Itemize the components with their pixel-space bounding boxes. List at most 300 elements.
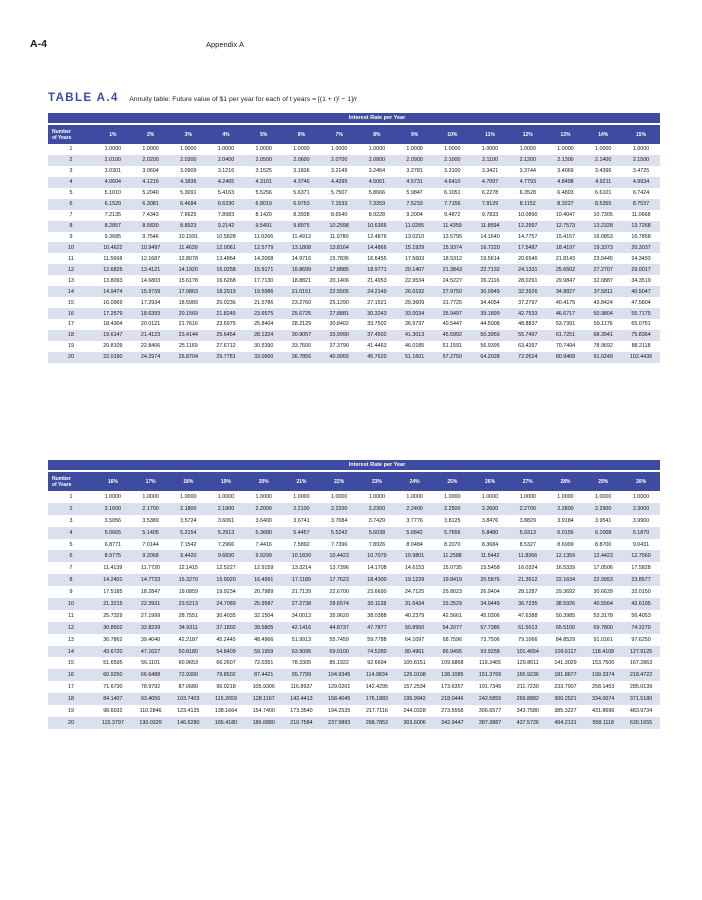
value-cell: 19.5614 xyxy=(471,253,509,264)
value-cell: 2.3000 xyxy=(622,503,660,515)
table-title xyxy=(48,88,357,106)
value-cell: 63.9095 xyxy=(283,646,321,658)
value-cell: 14.1708 xyxy=(358,562,396,574)
value-cell: 23.6575 xyxy=(245,308,283,319)
value-cell: 72.0524 xyxy=(509,352,547,363)
value-cell: 12.1415 xyxy=(169,562,207,574)
annuity-table-2 xyxy=(48,460,660,729)
value-cell: 218.4722 xyxy=(622,669,660,681)
value-cell: 371.5180 xyxy=(622,693,660,705)
value-cell: 3.1525 xyxy=(245,166,283,177)
value-cell: 13.8093 xyxy=(94,275,132,286)
value-cell: 3.5389 xyxy=(132,515,170,527)
table-row xyxy=(48,210,660,221)
table-row xyxy=(48,166,660,177)
column-header-rate: 23% xyxy=(358,472,396,491)
value-cell: 25.6502 xyxy=(547,264,585,275)
value-cell: 92.6694 xyxy=(358,657,396,669)
header-spacer xyxy=(48,460,94,470)
column-header-rate: 10% xyxy=(433,125,471,144)
table-row xyxy=(48,352,660,363)
value-cell: 34.4054 xyxy=(471,297,509,308)
value-cell: 13.2328 xyxy=(584,221,622,232)
value-cell: 28.1287 xyxy=(509,586,547,598)
value-cell: 11.9780 xyxy=(320,232,358,243)
value-cell: 11.0668 xyxy=(622,210,660,221)
value-cell: 3.9900 xyxy=(622,515,660,527)
value-cell: 191.7345 xyxy=(471,681,509,693)
year-cell: 14 xyxy=(48,286,94,297)
value-cell: 3.6061 xyxy=(207,515,245,527)
year-cell: 5 xyxy=(48,539,94,551)
value-cell: 39.4040 xyxy=(132,634,170,646)
value-cell: 14.2068 xyxy=(245,253,283,264)
value-cell: 15.3270 xyxy=(169,574,207,586)
value-cell: 105.9306 xyxy=(245,681,283,693)
year-cell: 20 xyxy=(48,352,94,363)
value-cell: 26.2116 xyxy=(471,275,509,286)
value-cell: 104.9345 xyxy=(320,669,358,681)
value-cell: 23.4144 xyxy=(169,330,207,341)
value-cell: 116.8937 xyxy=(283,681,321,693)
value-cell: 2.2600 xyxy=(471,503,509,515)
value-cell: 18.6393 xyxy=(132,308,170,319)
value-cell: 6.3528 xyxy=(509,188,547,199)
value-cell: 2.1900 xyxy=(207,503,245,515)
value-cell: 181.8677 xyxy=(547,669,585,681)
value-cell: 4.6410 xyxy=(433,177,471,188)
table-row xyxy=(48,199,660,210)
value-cell: 5.9313 xyxy=(509,527,547,539)
value-cell: 210.7584 xyxy=(283,717,321,729)
value-cell: 110.2846 xyxy=(132,705,170,717)
value-cell: 30.5390 xyxy=(245,341,283,352)
value-cell: 2.1100 xyxy=(471,155,509,166)
value-cell: 13.7268 xyxy=(622,221,660,232)
value-cell: 65.5100 xyxy=(547,622,585,634)
year-cell: 7 xyxy=(48,562,94,574)
column-header-rate: 27% xyxy=(509,472,547,491)
value-cell: 23.2760 xyxy=(283,297,321,308)
value-cell: 9.2004 xyxy=(396,210,434,221)
value-cell: 2.2400 xyxy=(396,503,434,515)
value-cell: 2.1700 xyxy=(132,503,170,515)
value-cell: 1.0000 xyxy=(584,491,622,503)
value-cell: 28.7551 xyxy=(169,610,207,622)
value-cell: 11.8366 xyxy=(509,550,547,562)
table-row xyxy=(48,550,660,562)
value-cell: 258.1453 xyxy=(584,681,622,693)
value-cell: 16.6268 xyxy=(207,275,245,286)
value-cell: 45.2445 xyxy=(207,634,245,646)
value-cell: 31.7725 xyxy=(433,297,471,308)
value-cell: 10.6366 xyxy=(358,221,396,232)
value-cell: 1.0000 xyxy=(622,491,660,503)
value-cell: 7.8926 xyxy=(358,539,396,551)
value-cell: 24.7089 xyxy=(207,598,245,610)
value-cell: 33.7502 xyxy=(358,319,396,330)
value-cell: 43.6720 xyxy=(94,646,132,658)
value-cell: 16.0969 xyxy=(94,297,132,308)
value-cell: 47.7877 xyxy=(358,622,396,634)
header-line-2: of Years xyxy=(52,481,72,488)
value-cell: 158.4045 xyxy=(320,693,358,705)
value-cell: 3.2781 xyxy=(396,166,434,177)
value-cell: 218.0446 xyxy=(433,693,471,705)
value-cell: 109.6117 xyxy=(547,646,585,658)
value-cell: 217.7116 xyxy=(358,705,396,717)
value-cell: 3.9541 xyxy=(584,515,622,527)
column-header-years xyxy=(48,125,94,144)
year-cell: 1 xyxy=(48,491,94,503)
value-cell: 40.9955 xyxy=(320,352,358,363)
data-table xyxy=(48,113,660,363)
value-cell: 153.7500 xyxy=(584,657,622,669)
year-cell: 16 xyxy=(48,308,94,319)
value-cell: 16.6455 xyxy=(358,253,396,264)
value-cell: 3.4725 xyxy=(622,166,660,177)
year-cell: 15 xyxy=(48,297,94,308)
value-cell: 5.4457 xyxy=(283,527,321,539)
value-cell: 19.5986 xyxy=(245,286,283,297)
value-cell: 16.4991 xyxy=(245,574,283,586)
value-cell: 63.4397 xyxy=(509,341,547,352)
value-cell: 19.1229 xyxy=(396,574,434,586)
value-cell: 11.4639 xyxy=(169,242,207,253)
value-cell: 103.7403 xyxy=(169,693,207,705)
value-cell: 1.0000 xyxy=(471,491,509,503)
value-cell: 7.1533 xyxy=(320,199,358,210)
value-cell: 12.5779 xyxy=(245,242,283,253)
value-cell: 2.2300 xyxy=(358,503,396,515)
value-cell: 10.0890 xyxy=(509,210,547,221)
table-label: TABLE A.4 xyxy=(48,92,119,104)
column-header-rate: 28% xyxy=(547,472,585,491)
value-cell: 151.3766 xyxy=(471,669,509,681)
value-cell: 29.9847 xyxy=(547,275,585,286)
value-cell: 2.1300 xyxy=(547,155,585,166)
value-cell: 45.0306 xyxy=(471,610,509,622)
value-cell: 22.7132 xyxy=(471,264,509,275)
value-cell: 142.4413 xyxy=(283,693,321,705)
value-cell: 8.6999 xyxy=(547,539,585,551)
value-cell: 47.1027 xyxy=(132,646,170,658)
value-cell: 55.7459 xyxy=(320,634,358,646)
value-cell: 119.3465 xyxy=(471,657,509,669)
value-cell: 15.6178 xyxy=(169,275,207,286)
year-cell: 8 xyxy=(48,574,94,586)
table-row xyxy=(48,341,660,352)
value-cell: 12.4876 xyxy=(358,232,396,243)
column-header-rate: 19% xyxy=(207,472,245,491)
value-cell: 9.2142 xyxy=(207,221,245,232)
value-cell: 12.7573 xyxy=(547,221,585,232)
value-cell: 17.2579 xyxy=(94,308,132,319)
value-cell: 17.7130 xyxy=(245,275,283,286)
value-cell: 127.9125 xyxy=(622,646,660,658)
value-cell: 17.5487 xyxy=(509,242,547,253)
value-cell: 40.5047 xyxy=(622,286,660,297)
value-cell: 10.7079 xyxy=(358,550,396,562)
value-cell: 2.2800 xyxy=(547,503,585,515)
year-cell: 20 xyxy=(48,717,94,729)
value-cell: 12.5227 xyxy=(207,562,245,574)
value-cell: 21.3612 xyxy=(509,574,547,586)
year-cell: 5 xyxy=(48,188,94,199)
value-cell: 7.0144 xyxy=(132,539,170,551)
value-cell: 48.8837 xyxy=(509,319,547,330)
value-cell: 1.0000 xyxy=(358,491,396,503)
value-cell: 7.7396 xyxy=(320,539,358,551)
value-cell: 11.4359 xyxy=(433,221,471,232)
value-cell: 40.5447 xyxy=(433,319,471,330)
value-cell: 61.5013 xyxy=(509,622,547,634)
value-cell: 1.0000 xyxy=(94,144,132,155)
value-cell: 12.7560 xyxy=(622,550,660,562)
value-cell: 88.2118 xyxy=(622,341,660,352)
value-cell: 9.4872 xyxy=(433,210,471,221)
value-cell: 5.8480 xyxy=(471,527,509,539)
value-cell: 68.3941 xyxy=(584,330,622,341)
value-cell: 32.1504 xyxy=(245,610,283,622)
table-row xyxy=(48,539,660,551)
table-row xyxy=(48,610,660,622)
value-cell: 1.0000 xyxy=(132,144,170,155)
value-cell: 7.9129 xyxy=(471,199,509,210)
value-cell: 12.9159 xyxy=(245,562,283,574)
value-cell: 17.0506 xyxy=(584,562,622,574)
value-cell: 14.1640 xyxy=(471,232,509,243)
value-cell: 19.3373 xyxy=(584,242,622,253)
value-cell: 21.5786 xyxy=(245,297,283,308)
value-cell: 31.6434 xyxy=(396,598,434,610)
value-cell: 40.5564 xyxy=(584,598,622,610)
value-cell: 385.3227 xyxy=(547,705,585,717)
value-cell: 20.1407 xyxy=(396,264,434,275)
value-cell: 3.8125 xyxy=(433,515,471,527)
table-row xyxy=(48,491,660,503)
year-cell: 10 xyxy=(48,598,94,610)
value-cell: 3.5724 xyxy=(169,515,207,527)
value-cell: 2.1200 xyxy=(509,155,547,166)
value-cell: 15.9374 xyxy=(433,242,471,253)
value-cell: 3.5056 xyxy=(94,515,132,527)
table-row xyxy=(48,717,660,729)
value-cell: 34.0013 xyxy=(283,610,321,622)
value-cell: 23.8577 xyxy=(622,574,660,586)
value-cell: 3.3100 xyxy=(433,166,471,177)
value-cell: 36.7235 xyxy=(509,598,547,610)
value-cell: 3.4396 xyxy=(584,166,622,177)
value-cell: 72.9390 xyxy=(169,669,207,681)
value-cell: 46.6717 xyxy=(547,308,585,319)
value-cell: 26.0192 xyxy=(396,286,434,297)
value-cell: 11.8594 xyxy=(471,221,509,232)
value-cell: 10.4622 xyxy=(94,242,132,253)
value-cell: 17.1189 xyxy=(283,574,321,586)
year-cell: 1 xyxy=(48,144,94,155)
group-header: Interest Rate per Year xyxy=(94,113,660,123)
value-cell: 101.4654 xyxy=(509,646,547,658)
column-header-rate: 7% xyxy=(320,125,358,144)
year-cell: 19 xyxy=(48,341,94,352)
value-cell: 14.6803 xyxy=(132,275,170,286)
value-cell: 4.9934 xyxy=(622,177,660,188)
value-cell: 7.6625 xyxy=(169,210,207,221)
table-row xyxy=(48,319,660,330)
value-cell: 387.3887 xyxy=(471,717,509,729)
value-cell: 12.4423 xyxy=(584,550,622,562)
value-cell: 1.0000 xyxy=(169,491,207,503)
value-cell: 5.3680 xyxy=(245,527,283,539)
value-cell: 96.0218 xyxy=(207,681,245,693)
value-cell: 17.2934 xyxy=(132,297,170,308)
value-cell: 13.5795 xyxy=(433,232,471,243)
value-cell: 273.5558 xyxy=(433,705,471,717)
value-cell: 1.0000 xyxy=(509,491,547,503)
value-cell: 34.8827 xyxy=(547,286,585,297)
value-cell: 7.4343 xyxy=(132,210,170,221)
value-cell: 22.5505 xyxy=(320,286,358,297)
table-row xyxy=(48,308,660,319)
value-cell: 17.5828 xyxy=(622,562,660,574)
value-cell: 141.3029 xyxy=(547,657,585,669)
value-cell: 2.0700 xyxy=(320,155,358,166)
table-row xyxy=(48,286,660,297)
value-cell: 3.2149 xyxy=(320,166,358,177)
value-cell: 6.4684 xyxy=(169,199,207,210)
value-cell: 8.9775 xyxy=(94,550,132,562)
value-cell: 1.0000 xyxy=(283,491,321,503)
value-cell: 30.8402 xyxy=(320,319,358,330)
value-cell: 7.5892 xyxy=(283,539,321,551)
value-cell: 35.9497 xyxy=(433,308,471,319)
value-cell: 5.1405 xyxy=(132,527,170,539)
value-cell: 2.2100 xyxy=(283,503,321,515)
value-cell: 4.9211 xyxy=(584,177,622,188)
value-cell: 45.7620 xyxy=(358,352,396,363)
value-cell: 12.2997 xyxy=(509,221,547,232)
value-cell: 46.0185 xyxy=(396,341,434,352)
value-cell: 244.0328 xyxy=(396,705,434,717)
value-cell: 34.9449 xyxy=(471,598,509,610)
value-cell: 3.2464 xyxy=(358,166,396,177)
value-cell: 78.3305 xyxy=(283,657,321,669)
value-cell: 5.9847 xyxy=(396,188,434,199)
table-row xyxy=(48,574,660,586)
value-cell: 66.6488 xyxy=(132,669,170,681)
value-cell: 18.8821 xyxy=(283,275,321,286)
column-header-rate: 24% xyxy=(396,472,434,491)
table-row xyxy=(48,155,660,166)
value-cell: 48.4966 xyxy=(245,634,283,646)
value-cell: 33.9990 xyxy=(320,330,358,341)
value-cell: 1.0000 xyxy=(547,144,585,155)
value-cell: 2.1000 xyxy=(433,155,471,166)
value-cell: 3.6741 xyxy=(283,515,321,527)
value-cell: 18.4197 xyxy=(547,242,585,253)
value-cell: 2.0100 xyxy=(94,155,132,166)
value-cell: 50.8180 xyxy=(169,646,207,658)
value-cell: 211.7230 xyxy=(509,681,547,693)
value-cell: 6.9753 xyxy=(283,199,321,210)
value-cell: 14.9474 xyxy=(94,286,132,297)
value-cell: 25.6725 xyxy=(283,308,321,319)
value-cell: 24.3493 xyxy=(622,253,660,264)
value-cell: 2.2700 xyxy=(509,503,547,515)
value-cell: 17.8885 xyxy=(320,264,358,275)
value-cell: 3.3421 xyxy=(471,166,509,177)
value-cell: 17.5603 xyxy=(396,253,434,264)
value-cell: 30.4035 xyxy=(207,610,245,622)
value-cell: 8.5327 xyxy=(509,539,547,551)
value-cell: 4.5061 xyxy=(358,177,396,188)
value-cell: 2.2500 xyxy=(433,503,471,515)
value-cell: 10.1591 xyxy=(169,232,207,243)
column-header-rate: 21% xyxy=(283,472,321,491)
column-header-rate: 15% xyxy=(622,125,660,144)
year-cell: 4 xyxy=(48,527,94,539)
value-cell: 1.0000 xyxy=(433,491,471,503)
value-cell: 2.1800 xyxy=(169,503,207,515)
value-cell: 1.0000 xyxy=(433,144,471,155)
value-cell: 14.7757 xyxy=(509,232,547,243)
value-cell: 30.1128 xyxy=(358,598,396,610)
year-cell: 15 xyxy=(48,657,94,669)
column-header-rate: 9% xyxy=(396,125,434,144)
value-cell: 12.1687 xyxy=(132,253,170,264)
value-cell: 29.0017 xyxy=(622,264,660,275)
value-cell: 22.9953 xyxy=(584,574,622,586)
table-row xyxy=(48,693,660,705)
value-cell: 154.7400 xyxy=(245,705,283,717)
value-cell: 91.0249 xyxy=(584,352,622,363)
value-cell: 115.3797 xyxy=(94,717,132,729)
value-cell: 20.8109 xyxy=(94,341,132,352)
value-cell: 33.7600 xyxy=(283,341,321,352)
value-cell: 60.9653 xyxy=(169,657,207,669)
value-cell: 38.5926 xyxy=(547,598,585,610)
value-cell: 7.1542 xyxy=(169,539,207,551)
value-cell: 15.7836 xyxy=(320,253,358,264)
value-cell: 10.9801 xyxy=(396,550,434,562)
value-cell: 6.8771 xyxy=(94,539,132,551)
value-cell: 4.0604 xyxy=(94,177,132,188)
value-cell: 42.2187 xyxy=(169,634,207,646)
value-cell: 3.8476 xyxy=(471,515,509,527)
value-cell: 42.7533 xyxy=(509,308,547,319)
value-cell: 56.1101 xyxy=(132,657,170,669)
year-cell: 19 xyxy=(48,705,94,717)
table-row xyxy=(48,622,660,634)
value-cell: 15.5458 xyxy=(471,562,509,574)
table-row xyxy=(48,634,660,646)
value-cell: 19.9234 xyxy=(207,586,245,598)
header-line-1: Number xyxy=(52,475,71,482)
value-cell: 5.4163 xyxy=(207,188,245,199)
value-cell: 37.4502 xyxy=(358,330,396,341)
value-cell: 4.8498 xyxy=(547,177,585,188)
table-row xyxy=(48,515,660,527)
value-cell: 12.6825 xyxy=(94,264,132,275)
value-cell: 1.0000 xyxy=(132,491,170,503)
value-cell: 165.9236 xyxy=(509,669,547,681)
table-row xyxy=(48,598,660,610)
value-cell: 5.8666 xyxy=(358,188,396,199)
value-cell: 1.0000 xyxy=(207,144,245,155)
value-cell: 9.4420 xyxy=(169,550,207,562)
value-cell: 186.6880 xyxy=(245,717,283,729)
